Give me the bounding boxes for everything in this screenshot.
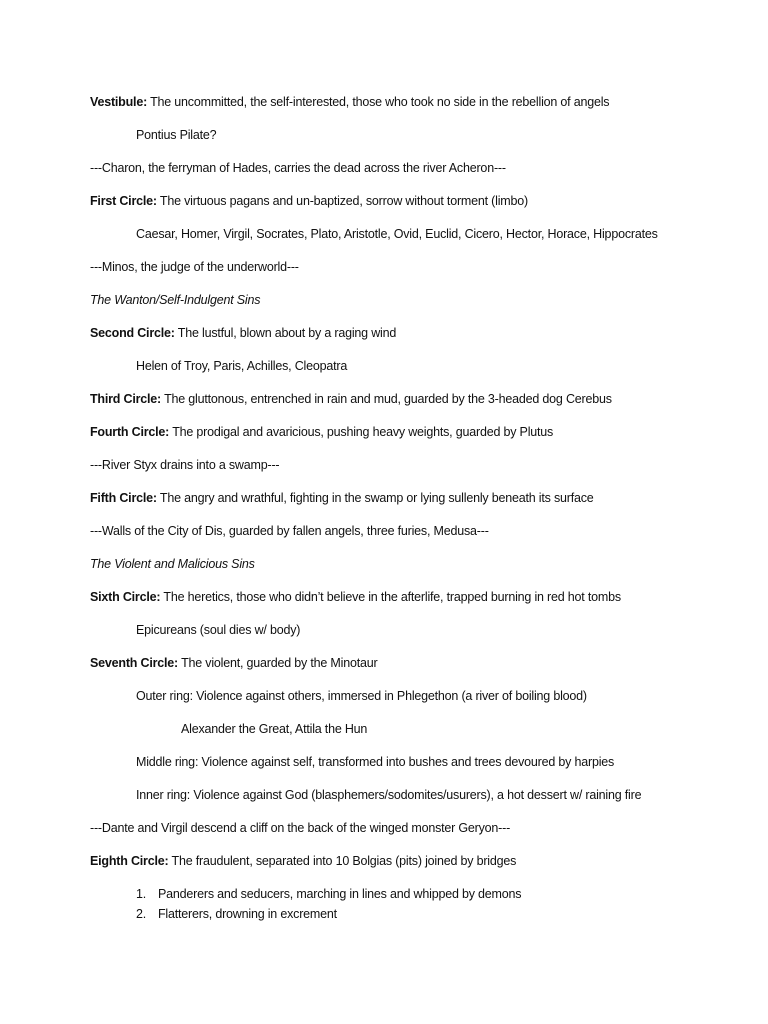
vestibule-text: The uncommitted, the self-interested, those who took no side in the rebellion of angels: [147, 95, 610, 109]
geryon-line: ---Dante and Virgil descend a cliff on the back of the winged monster Geryon---: [90, 821, 511, 835]
fourth-circle-label: Fourth Circle:: [90, 425, 170, 439]
fourth-circle-line: [90, 424, 553, 440]
vestibule-line: [90, 94, 609, 110]
list-item: [0, 906, 768, 922]
minos-line: ---Minos, the judge of the underworld---: [90, 260, 299, 274]
seventh-circle-line: [90, 655, 377, 671]
list-item: [0, 886, 768, 902]
seventh-circle-text: The violent, guarded by the Minotaur: [178, 656, 378, 670]
outer-ring-example: Alexander the Great, Attila the Hun: [181, 722, 368, 736]
list-item-text: Flatterers, drowning in excrement: [158, 907, 337, 921]
eighth-circle-text: The fraudulent, separated into 10 Bolgias (pits) joined by bridges: [168, 854, 517, 868]
third-circle-label: Third Circle:: [90, 392, 162, 406]
section-violent-heading: The Violent and Malicious Sins: [90, 557, 255, 571]
first-circle-text: The virtuous pagans and un-baptized, sorrow without torment (limbo): [156, 194, 528, 208]
section-wanton-heading: The Wanton/Self-Indulgent Sins: [90, 293, 261, 307]
second-circle-example: Helen of Troy, Paris, Achilles, Cleopatra: [136, 359, 348, 373]
list-item-number: 1.: [136, 887, 147, 901]
charon-line: ---Charon, the ferryman of Hades, carries the dead across the river Acheron---: [90, 161, 506, 175]
first-circle-label: First Circle:: [90, 194, 157, 208]
eighth-circle-label: Eighth Circle:: [90, 854, 169, 868]
list-item-number: 2.: [136, 907, 147, 921]
first-circle-line: [90, 193, 528, 209]
seventh-circle-label: Seventh Circle:: [90, 656, 179, 670]
second-circle-text: The lustful, blown about by a raging wind: [174, 326, 397, 340]
styx-line: ---River Styx drains into a swamp---: [90, 458, 280, 472]
eighth-circle-line: [90, 853, 516, 869]
sixth-circle-label: Sixth Circle:: [90, 590, 161, 604]
fifth-circle-line: [90, 490, 594, 506]
sixth-circle-text: The heretics, those who didn’t believe in the afterlife, trapped burning in red hot tombs: [160, 590, 621, 604]
vestibule-example: Pontius Pilate?: [136, 128, 217, 142]
fifth-circle-label: Fifth Circle:: [90, 491, 157, 505]
second-circle-line: [90, 325, 396, 341]
sixth-circle-example: Epicureans (soul dies w/ body): [136, 623, 301, 637]
fifth-circle-text: The angry and wrathful, fighting in the swamp or lying sullenly beneath its surface: [156, 491, 594, 505]
third-circle-text: The gluttonous, entrenched in rain and mud, guarded by the 3-headed dog Cerebus: [161, 392, 612, 406]
first-circle-example: Caesar, Homer, Virgil, Socrates, Plato, Aristotle, Ovid, Euclid, Cicero, Hector, Horace, Hippocrates: [136, 227, 658, 241]
vestibule-label: Vestibule:: [90, 95, 148, 109]
sixth-circle-line: [90, 589, 621, 605]
outer-ring-line: Outer ring: Violence against others, immersed in Phlegethon (a river of boiling blood): [136, 689, 587, 703]
third-circle-line: [90, 391, 612, 407]
second-circle-label: Second Circle:: [90, 326, 175, 340]
middle-ring-line: Middle ring: Violence against self, transformed into bushes and trees devoured by harpies: [136, 755, 615, 769]
dis-line: ---Walls of the City of Dis, guarded by fallen angels, three furies, Medusa---: [90, 524, 489, 538]
inner-ring-line: Inner ring: Violence against God (blasphemers/sodomites/usurers), a hot dessert w/ raining fire: [136, 788, 642, 802]
list-item-text: Panderers and seducers, marching in lines and whipped by demons: [158, 887, 522, 901]
fourth-circle-text: The prodigal and avaricious, pushing heavy weights, guarded by Plutus: [169, 425, 554, 439]
